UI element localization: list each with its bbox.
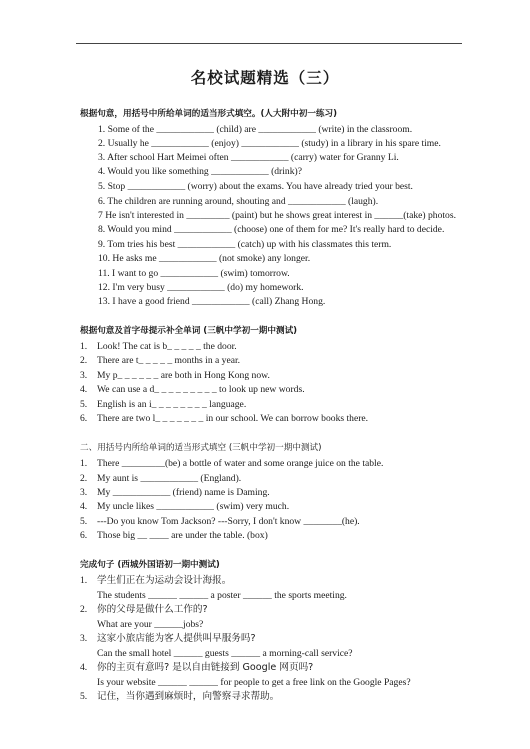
item-number: 4. xyxy=(80,501,88,512)
section2-item: Look! The cat is b_ _ _ _ _ the door. xyxy=(97,341,237,352)
section1-item: 1. Some of the ____________ (child) are ____________ (write) in the classroom. xyxy=(98,124,413,135)
item-number: 4. xyxy=(80,662,88,673)
item-number: 5. xyxy=(80,691,88,702)
section2-item: English is an i_ _ _ _ _ _ _ _ language. xyxy=(97,399,247,410)
section1-item: 12. I'm very busy ____________ (do) my homework. xyxy=(98,282,304,293)
section2-item: We can use a d_ _ _ _ _ _ _ _ _ to look up new words. xyxy=(97,384,305,395)
section3-heading: 二、用括号内所给单词的适当形式填空 (三帆中学初一期中测试) xyxy=(80,443,322,453)
section1-heading: 根据句意，用括号中所给单词的适当形式填空。(人大附中初一练习) xyxy=(80,109,338,119)
section3-item: My uncle likes ____________ (swim) very much. xyxy=(97,501,290,512)
section4-item-english: Can the small hotel ______ guests ______ a morning-call service? xyxy=(97,648,353,659)
page-title: 名校试题精选（三） xyxy=(190,70,340,87)
section1-item: 4. Would you like something ____________ (drink)? xyxy=(98,166,302,177)
section4-item-chinese: 记住，当你遇到麻烦时，向警察寻求帮助。 xyxy=(97,691,280,702)
section4-heading: 完成句子 (西城外国语初一期中测试) xyxy=(80,560,220,570)
section4-item-english: What are your ______jobs? xyxy=(97,619,204,630)
section3-item: There _________(be) a bottle of water and some orange juice on the table. xyxy=(97,458,384,469)
item-number: 3. xyxy=(80,633,88,644)
item-number: 5. xyxy=(80,516,88,527)
section3-item: My aunt is ____________ (England). xyxy=(97,473,242,484)
item-number: 2. xyxy=(80,355,88,366)
section4-item-chinese: 学生们正在为运动会设计海报。 xyxy=(97,575,232,586)
section1-item: 7 He isn't interested in _________ (paint) but he shows great interest in ______(take) photos. xyxy=(98,210,456,221)
section3-item: My ____________ (friend) name is Daming. xyxy=(97,487,270,498)
section1-item: 10. He asks me ____________ (not smoke) any longer. xyxy=(98,253,311,264)
section1-item: 8. Would you mind ____________ (choose) one of them for me? It's really hard to decide. xyxy=(98,224,445,235)
section2-heading: 根据句意及首字母提示补全单词 (三帆中学初一期中测试) xyxy=(80,326,298,336)
item-number: 3. xyxy=(80,487,88,498)
section2-item: There are two l_ _ _ _ _ _ _ in our school. We can borrow books there. xyxy=(97,413,369,424)
header-rule xyxy=(76,43,462,44)
section1-item: 3. After school Hart Meimei often ____________ (carry) water for Granny Li. xyxy=(98,152,399,163)
item-number: 1. xyxy=(80,341,88,352)
section1-item: 11. I want to go ____________ (swim) tomorrow. xyxy=(98,268,290,279)
item-number: 6. xyxy=(80,530,88,541)
section1-item: 13. I have a good friend ____________ (call) Zhang Hong. xyxy=(98,296,326,307)
section2-item: My p_ _ _ _ _ _ are both in Hong Kong now. xyxy=(97,370,270,381)
section4-item-english: Is your website ______ ______ for people to get a free link on the Google Pages? xyxy=(97,677,411,688)
section4-item-chinese: 这家小旅店能为客人提供叫早服务吗? xyxy=(97,633,256,644)
section1-item: 6. The children are running around, shouting and ____________ (laugh). xyxy=(98,196,379,207)
item-number: 5. xyxy=(80,399,88,410)
item-number: 2. xyxy=(80,604,88,615)
section4-item-chinese: 你的主页有意吗? 是以自由链接到 Google 网页吗? xyxy=(97,662,314,673)
item-number: 1. xyxy=(80,575,88,586)
section3-item: ---Do you know Tom Jackson? ---Sorry, I don't know ________(he). xyxy=(97,516,360,527)
section2-item: There are t_ _ _ _ _ months in a year. xyxy=(97,355,241,366)
item-number: 1. xyxy=(80,458,88,469)
section1-item: 2. Usually he ____________ (enjoy) ____________ (study) in a library in his spare time. xyxy=(98,138,441,149)
item-number: 2. xyxy=(80,473,88,484)
item-number: 4. xyxy=(80,384,88,395)
item-number: 3. xyxy=(80,370,88,381)
section3-item: Those big __ ____ are under the table. (box) xyxy=(97,530,268,541)
section4-item-english: The students ______ ______ a poster ______ the sports meeting. xyxy=(97,590,347,601)
section1-item: 5. Stop ____________ (worry) about the exams. You have already tried your best. xyxy=(98,181,413,192)
section1-item: 9. Tom tries his best ____________ (catch) up with his classmates this term. xyxy=(98,239,392,250)
item-number: 6. xyxy=(80,413,88,424)
section4-item-chinese: 你的父母是做什么工作的? xyxy=(97,604,208,615)
